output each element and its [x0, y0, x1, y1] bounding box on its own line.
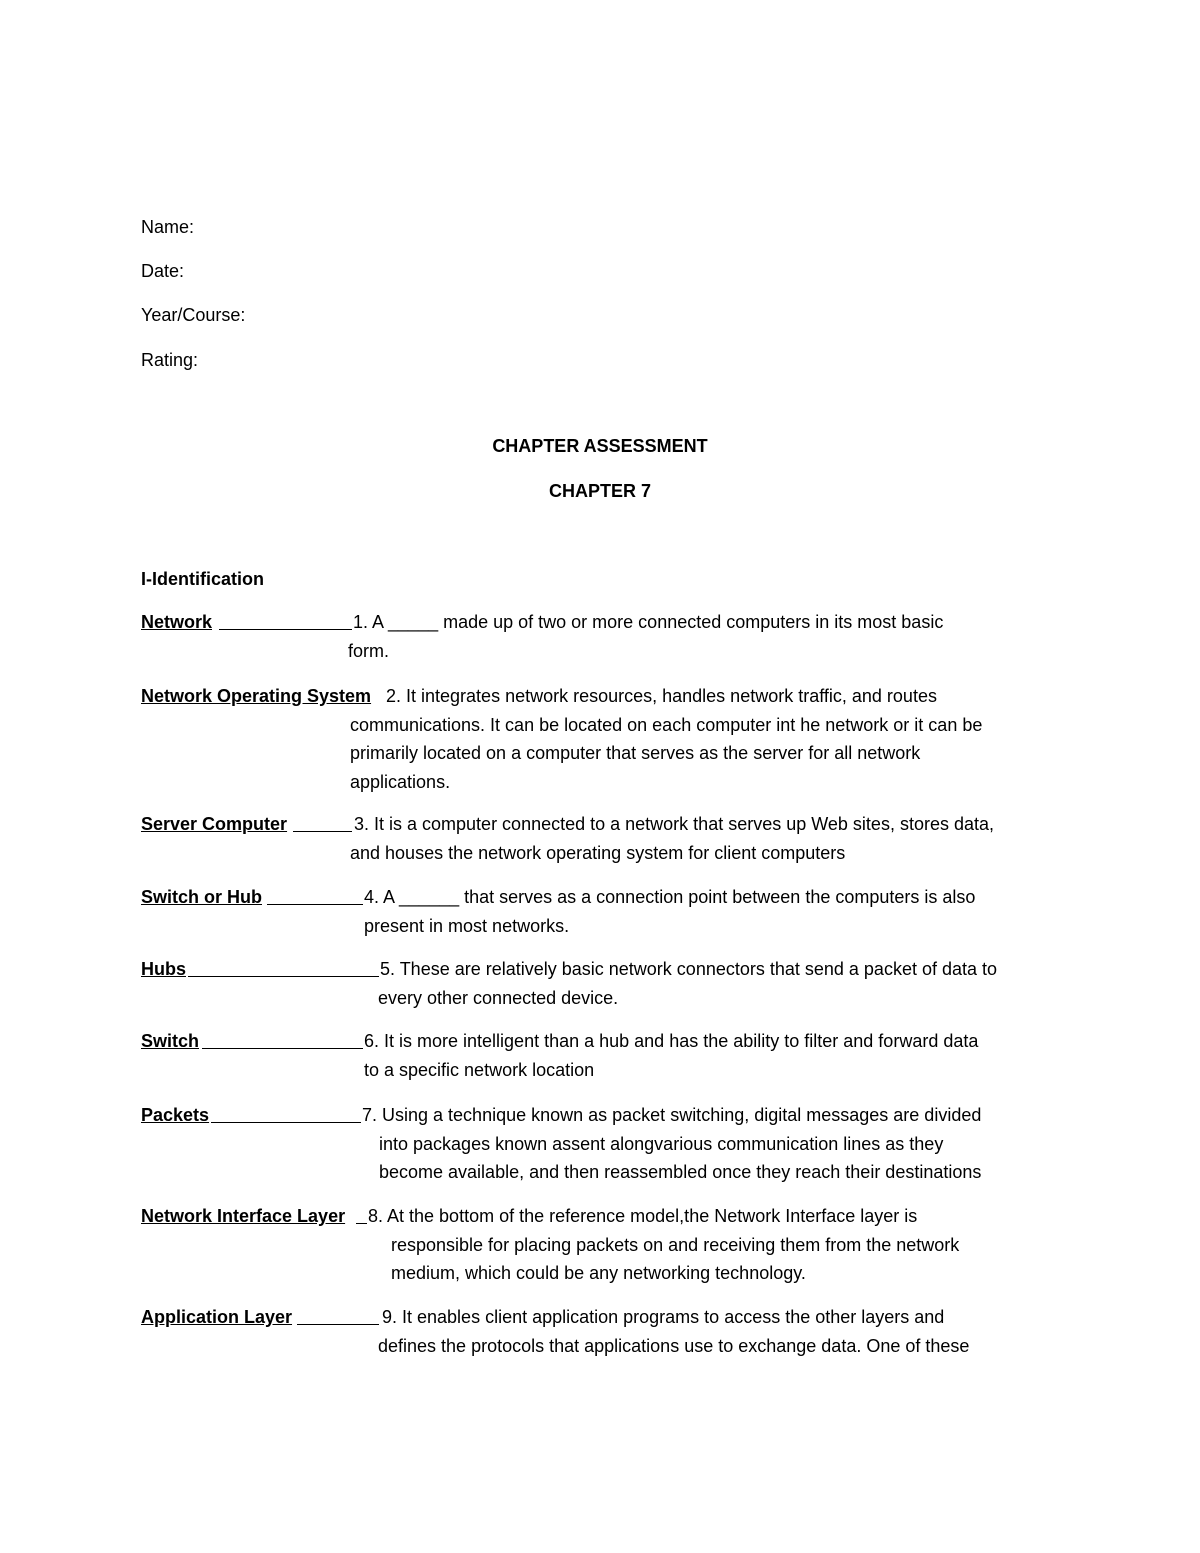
question-line: defines the protocols that applications use to exchange data. One of these: [378, 1335, 970, 1356]
answer-underline: [356, 1223, 367, 1224]
list-item: [141, 955, 1071, 1012]
answer-text: Hubs: [141, 959, 186, 979]
question-line: 5. These are relatively basic network connectors that send a packet of data to: [380, 959, 998, 979]
answer-text: Network: [141, 612, 213, 632]
question-text: [141, 1101, 1071, 1187]
question-text: [141, 883, 1071, 940]
answer-text: Network Operating System: [141, 686, 372, 706]
answer-underline: [211, 1122, 361, 1123]
year-course-field-label: Year/Course:: [141, 305, 246, 325]
answer-underline: [202, 1048, 363, 1049]
question-line: present in most networks.: [364, 915, 570, 936]
answer-text: Packets: [141, 1105, 210, 1125]
question-line: every other connected device.: [378, 987, 619, 1008]
question-line: 3. It is a computer connected to a network that serves up Web sites, stores data,: [354, 814, 994, 834]
answer-text: Server Computer: [141, 814, 288, 834]
name-field-label: Name:: [141, 217, 195, 237]
list-item: [141, 1101, 1071, 1187]
question-line: 6. It is more intelligent than a hub and has the ability to filter and forward data: [364, 1031, 979, 1051]
question-line: medium, which could be any networking technology.: [391, 1263, 806, 1283]
question-line: 8. At the bottom of the reference model,the Network Interface layer is: [368, 1206, 918, 1226]
answer-text: Network Interface Layer: [141, 1206, 346, 1226]
list-item: [141, 682, 1071, 796]
answer-text: Switch: [141, 1031, 200, 1051]
question-line: become available, and then reassembled once they reach their destinations: [379, 1162, 982, 1182]
answer-text: Application Layer: [141, 1307, 293, 1327]
section-title: I-Identification: [141, 569, 264, 589]
list-item: [141, 1303, 1071, 1360]
question-line: 9. It enables client application programs to access the other layers and: [382, 1307, 945, 1327]
answer-text: Switch or Hub: [141, 887, 262, 907]
answer-underline: [188, 976, 379, 977]
question-line: to a specific network location: [364, 1059, 595, 1080]
question-line: 1. A _____ made up of two or more connected computers in its most basic: [353, 612, 944, 632]
question-line: applications.: [350, 771, 451, 792]
question-line: form.: [348, 640, 390, 661]
document-subtitle: CHAPTER 7: [548, 481, 651, 501]
question-line: into packages known assent alongvarious communication lines as they: [379, 1133, 944, 1154]
question-line: and houses the network operating system for client computers: [350, 842, 846, 863]
list-item: [141, 608, 1071, 665]
question-line: responsible for placing packets on and receiving them from the network: [391, 1234, 960, 1255]
question-line: 2. It integrates network resources, handles network traffic, and routes: [386, 686, 937, 706]
list-item: [141, 1027, 1071, 1084]
list-item: [141, 1202, 1071, 1288]
question-text: [141, 955, 1071, 1012]
question-line: communications. It can be located on each computer int he network or it can be: [350, 714, 983, 735]
answer-underline: [297, 1324, 379, 1325]
answer-underline: [219, 629, 352, 630]
list-item: [141, 883, 1071, 940]
document-title: CHAPTER ASSESSMENT: [492, 436, 708, 456]
question-text: [141, 608, 1071, 665]
answer-underline: [293, 831, 352, 832]
question-line: primarily located on a computer that serves as the server for all network: [350, 743, 921, 763]
question-line: 7. Using a technique known as packet switching, digital messages are divided: [362, 1105, 982, 1125]
rating-field-label: Rating:: [141, 350, 199, 370]
date-field-label: Date:: [141, 261, 185, 281]
question-text: [141, 1027, 1071, 1084]
question-line: 4. A ______ that serves as a connection point between the computers is also: [364, 887, 976, 907]
list-item: [141, 810, 1071, 867]
answer-underline: [267, 904, 363, 905]
